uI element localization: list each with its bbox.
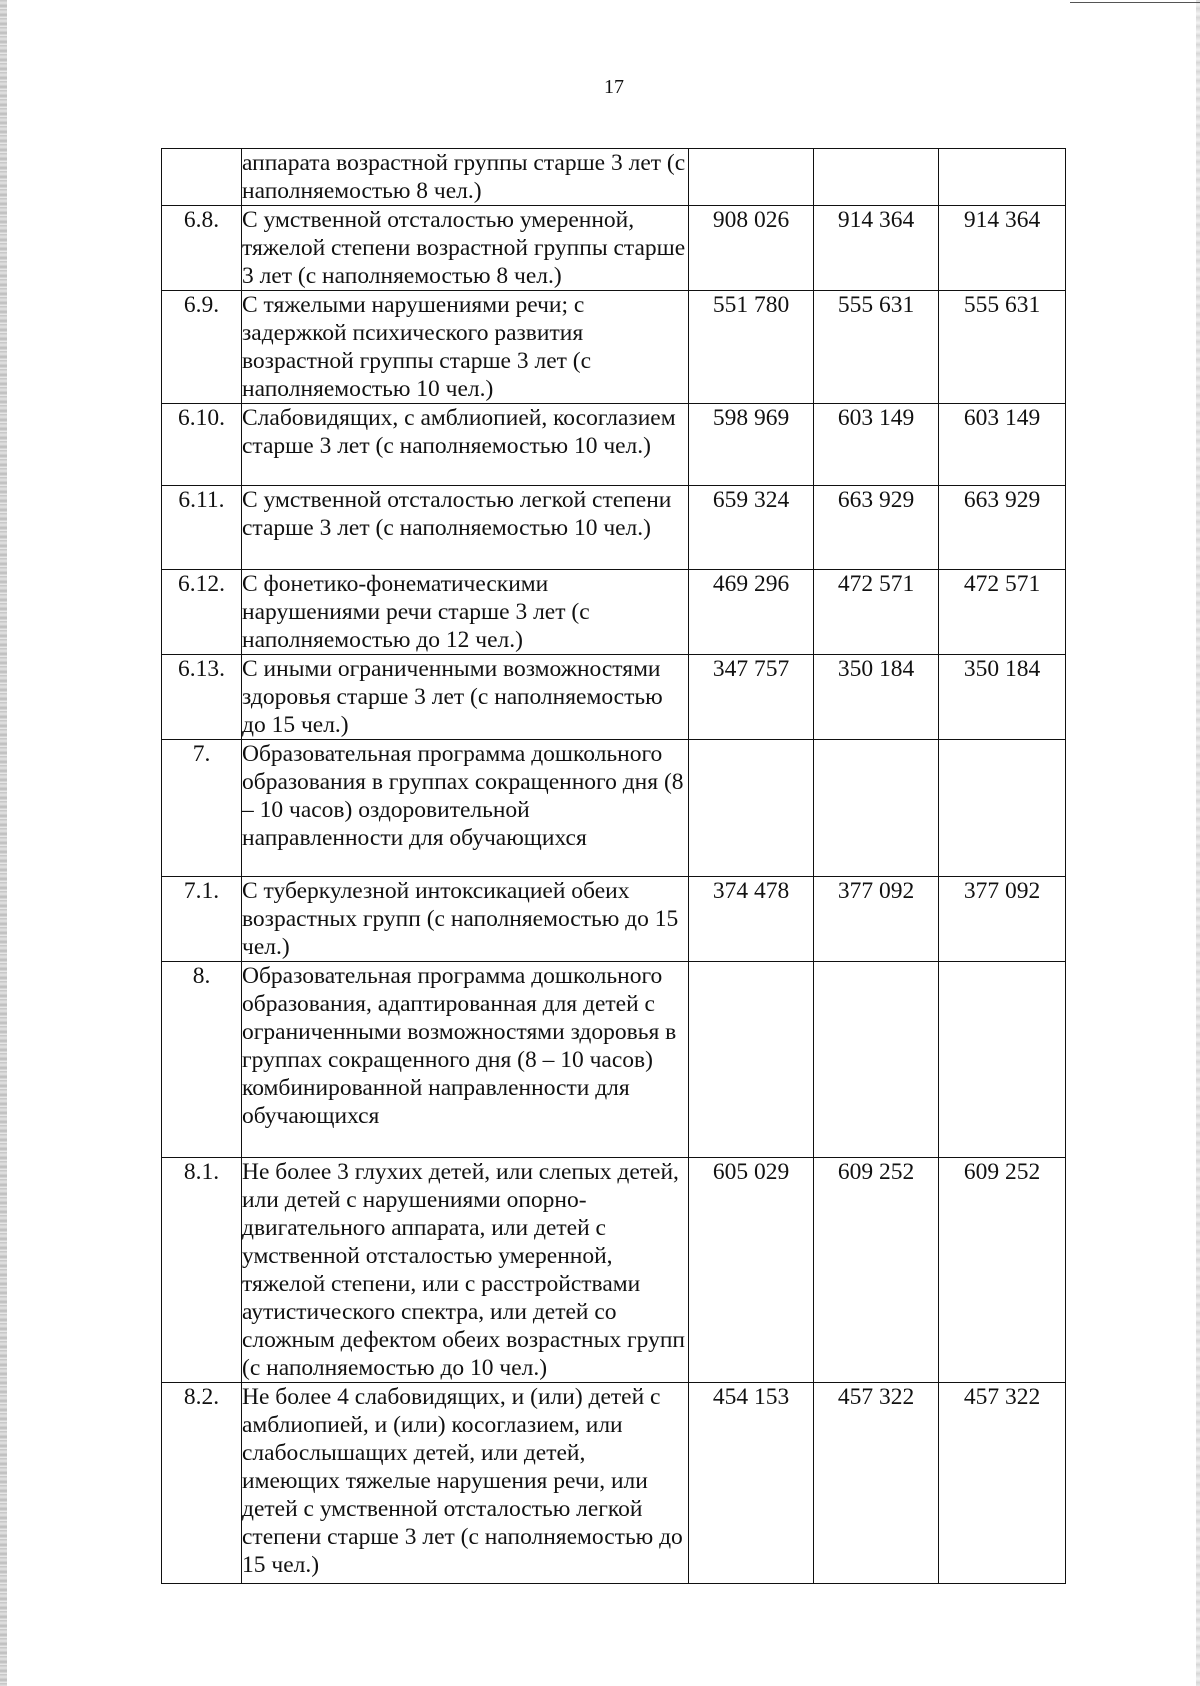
scan-edge-left	[0, 0, 7, 1686]
page-number: 17	[604, 76, 624, 98]
value-col-1	[689, 740, 814, 877]
value-col-2	[814, 740, 939, 877]
row-number: 6.10.	[162, 404, 242, 486]
row-number	[162, 149, 242, 206]
value-col-1: 598 969	[689, 404, 814, 486]
row-number: 7.	[162, 740, 242, 877]
value-col-2: 609 252	[814, 1158, 939, 1383]
table-row	[162, 1383, 1066, 1584]
row-name: С фонетико-фонематическими нарушениями речи старше 3 лет (с наполняемостью до 12 чел.)	[242, 570, 689, 655]
row-number: 6.11.	[162, 486, 242, 570]
value-col-3: 457 322	[939, 1383, 1066, 1584]
table-row	[162, 877, 1066, 962]
value-col-1: 551 780	[689, 291, 814, 404]
row-number: 8.	[162, 962, 242, 1158]
table-row	[162, 740, 1066, 877]
row-name: С умственной отсталостью умеренной, тяжелой степени возрастной группы старше 3 лет (с наполняемостью 8 чел.)	[242, 206, 689, 291]
value-col-3: 663 929	[939, 486, 1066, 570]
row-number: 8.1.	[162, 1158, 242, 1383]
row-name: С умственной отсталостью легкой степени старше 3 лет (с наполняемостью 10 чел.)	[242, 486, 689, 570]
row-name: аппарата возрастной группы старше 3 лет (с наполняемостью 8 чел.)	[242, 149, 689, 206]
table-row	[162, 655, 1066, 740]
scan-edge-right	[1196, 0, 1200, 1686]
table-row	[162, 404, 1066, 486]
table-row	[162, 570, 1066, 655]
value-col-1: 454 153	[689, 1383, 814, 1584]
value-col-3: 350 184	[939, 655, 1066, 740]
value-col-3: 914 364	[939, 206, 1066, 291]
value-col-1: 374 478	[689, 877, 814, 962]
top-rule	[1070, 2, 1200, 3]
value-col-3: 555 631	[939, 291, 1066, 404]
value-col-1: 347 757	[689, 655, 814, 740]
table-row	[162, 962, 1066, 1158]
value-col-2	[814, 962, 939, 1158]
value-col-3	[939, 962, 1066, 1158]
value-col-1	[689, 962, 814, 1158]
row-name: Не более 3 глухих детей, или слепых детей, или детей с нарушениями опорно-двигательного аппарата, или детей с умственной отсталостью умеренной, тяжелой степени, или с расстройствами аутистического спектра, или детей со сложным дефектом обеих возрастных групп (с наполняемостью до 10 чел.)	[242, 1158, 689, 1383]
value-col-1: 469 296	[689, 570, 814, 655]
value-col-3: 603 149	[939, 404, 1066, 486]
row-name: Образовательная программа дошкольного образования в группах сокращенного дня (8 – 10 часов) оздоровительной направленности для обучающихся	[242, 740, 689, 877]
row-number: 7.1.	[162, 877, 242, 962]
row-number: 8.2.	[162, 1383, 242, 1584]
table-row	[162, 291, 1066, 404]
row-name: С тяжелыми нарушениями речи; с задержкой психического развития возрастной группы старше 3 лет (с наполняемостью 10 чел.)	[242, 291, 689, 404]
row-number: 6.12.	[162, 570, 242, 655]
value-col-1: 605 029	[689, 1158, 814, 1383]
row-name: Не более 4 слабовидящих, и (или) детей с амблиопией, и (или) косоглазием, или слабослышащих детей, или детей, имеющих тяжелые нарушения речи, или детей с умственной отсталостью легкой степени старше 3 лет (с наполняемостью до 15 чел.)	[242, 1383, 689, 1584]
value-col-2	[814, 149, 939, 206]
value-col-3	[939, 149, 1066, 206]
table-row	[162, 486, 1066, 570]
row-number: 6.9.	[162, 291, 242, 404]
value-col-2: 555 631	[814, 291, 939, 404]
row-name: Слабовидящих, с амблиопией, косоглазием старше 3 лет (с наполняемостью 10 чел.)	[242, 404, 689, 486]
value-col-2: 350 184	[814, 655, 939, 740]
value-col-3: 472 571	[939, 570, 1066, 655]
value-col-2: 603 149	[814, 404, 939, 486]
row-number: 6.8.	[162, 206, 242, 291]
row-name: Образовательная программа дошкольного образования, адаптированная для детей с ограниченными возможностями здоровья в группах сокращенного дня (8 – 10 часов) комбинированной направленности для обучающихся	[242, 962, 689, 1158]
value-col-1	[689, 149, 814, 206]
table-row	[162, 206, 1066, 291]
value-col-2: 663 929	[814, 486, 939, 570]
value-col-3	[939, 740, 1066, 877]
value-col-3: 377 092	[939, 877, 1066, 962]
value-col-2: 914 364	[814, 206, 939, 291]
table-row	[162, 1158, 1066, 1383]
value-col-2: 472 571	[814, 570, 939, 655]
tariff-table	[161, 148, 1066, 1584]
value-col-2: 457 322	[814, 1383, 939, 1584]
row-number: 6.13.	[162, 655, 242, 740]
value-col-2: 377 092	[814, 877, 939, 962]
value-col-1: 908 026	[689, 206, 814, 291]
row-name: С иными ограниченными возможностями здоровья старше 3 лет (с наполняемостью до 15 чел.)	[242, 655, 689, 740]
value-col-3: 609 252	[939, 1158, 1066, 1383]
table-row	[162, 149, 1066, 206]
value-col-1: 659 324	[689, 486, 814, 570]
row-name: С туберкулезной интоксикацией обеих возрастных групп (с наполняемостью до 15 чел.)	[242, 877, 689, 962]
